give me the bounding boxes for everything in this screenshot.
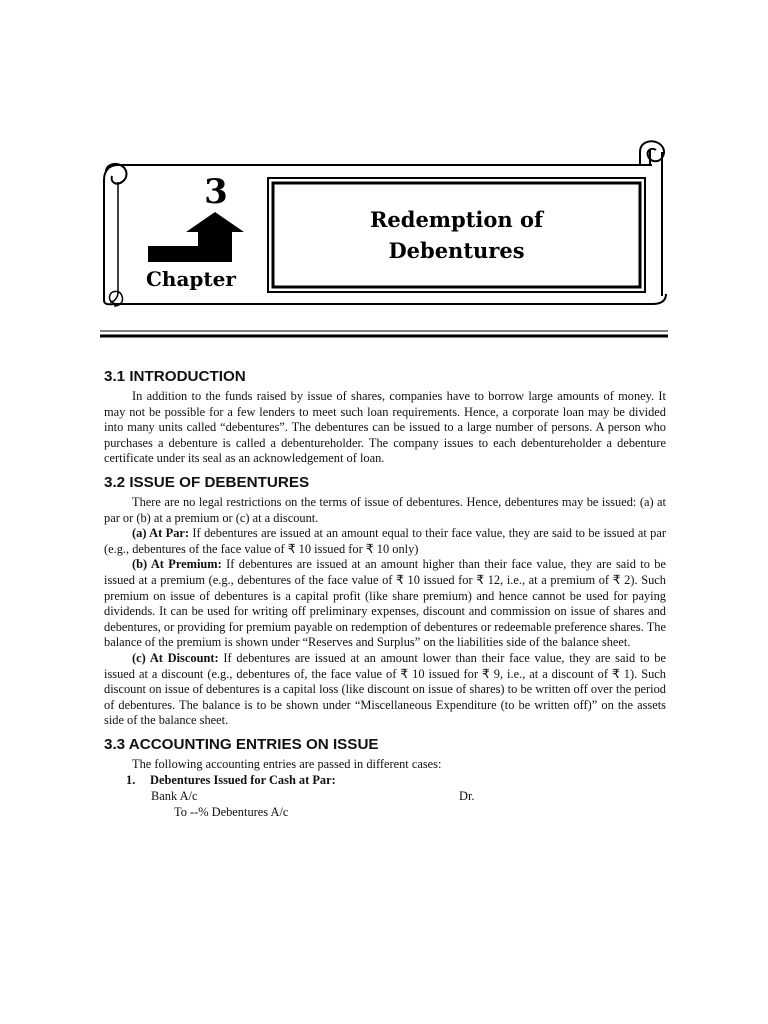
- at-discount-label: (c) At Discount:: [132, 650, 219, 665]
- at-discount-paragraph: [104, 651, 666, 729]
- chapter-title-line-1: Redemption of: [369, 207, 544, 232]
- chapter-title-line-2: Debentures: [388, 238, 525, 263]
- at-par-paragraph: [104, 526, 666, 557]
- journal-dr-marker: Dr.: [459, 789, 475, 804]
- section-heading-accounting: 3.3 ACCOUNTING ENTRIES ON ISSUE: [104, 735, 379, 753]
- chapter-label: Chapter: [146, 267, 236, 291]
- at-par-label: (a) At Par:: [132, 526, 190, 541]
- at-premium-label: (b) At Premium:: [132, 557, 222, 572]
- section-heading-introduction: 3.1 INTRODUCTION: [104, 368, 246, 385]
- chapter-arrow-icon: [148, 212, 244, 262]
- journal-debit-account: Bank A/c: [151, 789, 198, 804]
- at-par-text: If debentures are issued at an amount equal to their face value, they are said to be issued at par (e.g., debentures of the face value of ₹ 10 issued for ₹ 10 only): [104, 526, 666, 556]
- accounting-paragraph: The following accounting entries are passed in different cases:: [132, 756, 442, 771]
- section-heading-issue: 3.2 ISSUE OF DEBENTURES: [104, 473, 310, 491]
- journal-credit-account: To --% Debentures A/c: [174, 805, 289, 820]
- list-item: [126, 773, 666, 789]
- introduction-paragraph: In addition to the funds raised by issue of shares, companies have to borrow large amounts of money. It may not be possible for a few lenders to meet such loan requirements. Hence, a corporate loan may be divided into many units called “debentures”. The debentures can be issued to a large number of persons. A person who purchases a debenture is called a debentureholder. The company issues to each debentureholder a debenture certificate under its seal as an acknowledgement of loan.: [104, 389, 666, 466]
- at-premium-text: If debentures are issued at an amount higher than their face value, they are said to be issued at a premium (e.g., debentures of the face value of ₹ 10 issued for ₹ 12, i.e., at a premium of ₹ 2). Such premium on issue of debentures is a capital profit (like share premium) and hence cannot be used for paying dividends. It can be used for writing off preliminary expenses, discount and commission on issue of shares and debentures, or providing for premium payable on redemption of debentures or redeemable preference shares. The balance of the premium is shown under “Reserves and Surplus” on the liabilities side of the balance sheet.: [104, 557, 666, 650]
- at-premium-paragraph: [104, 557, 666, 651]
- journal-entry-debit-row: [104, 789, 666, 805]
- chapter-content: [104, 366, 666, 821]
- issue-paragraph: There are no legal restrictions on the terms of issue of debentures. Hence, debentures may be issued: (a) at par or (b) at a premium or (c) at a discount.: [104, 494, 666, 525]
- chapter-title-box: [270, 180, 643, 290]
- list-item-number: 1.: [126, 773, 136, 788]
- at-discount-text: If debentures are issued at an amount lower than their face value, they are said to be issued at a discount (e.g., debentures of, the face value of ₹ 10 issued for ₹ 9, i.e., at a discount of ₹ 1). Such discount on issue of debentures is a capital loss (like discount on issue of shares) to be written off over the period of debentures. The balance is to be shown under “Miscellaneous Expenditure (to be written off)” on the assets side of the balance sheet.: [104, 650, 667, 728]
- list-item-title: Debentures Issued for Cash at Par:: [150, 773, 336, 788]
- chapter-number: 3: [204, 172, 228, 212]
